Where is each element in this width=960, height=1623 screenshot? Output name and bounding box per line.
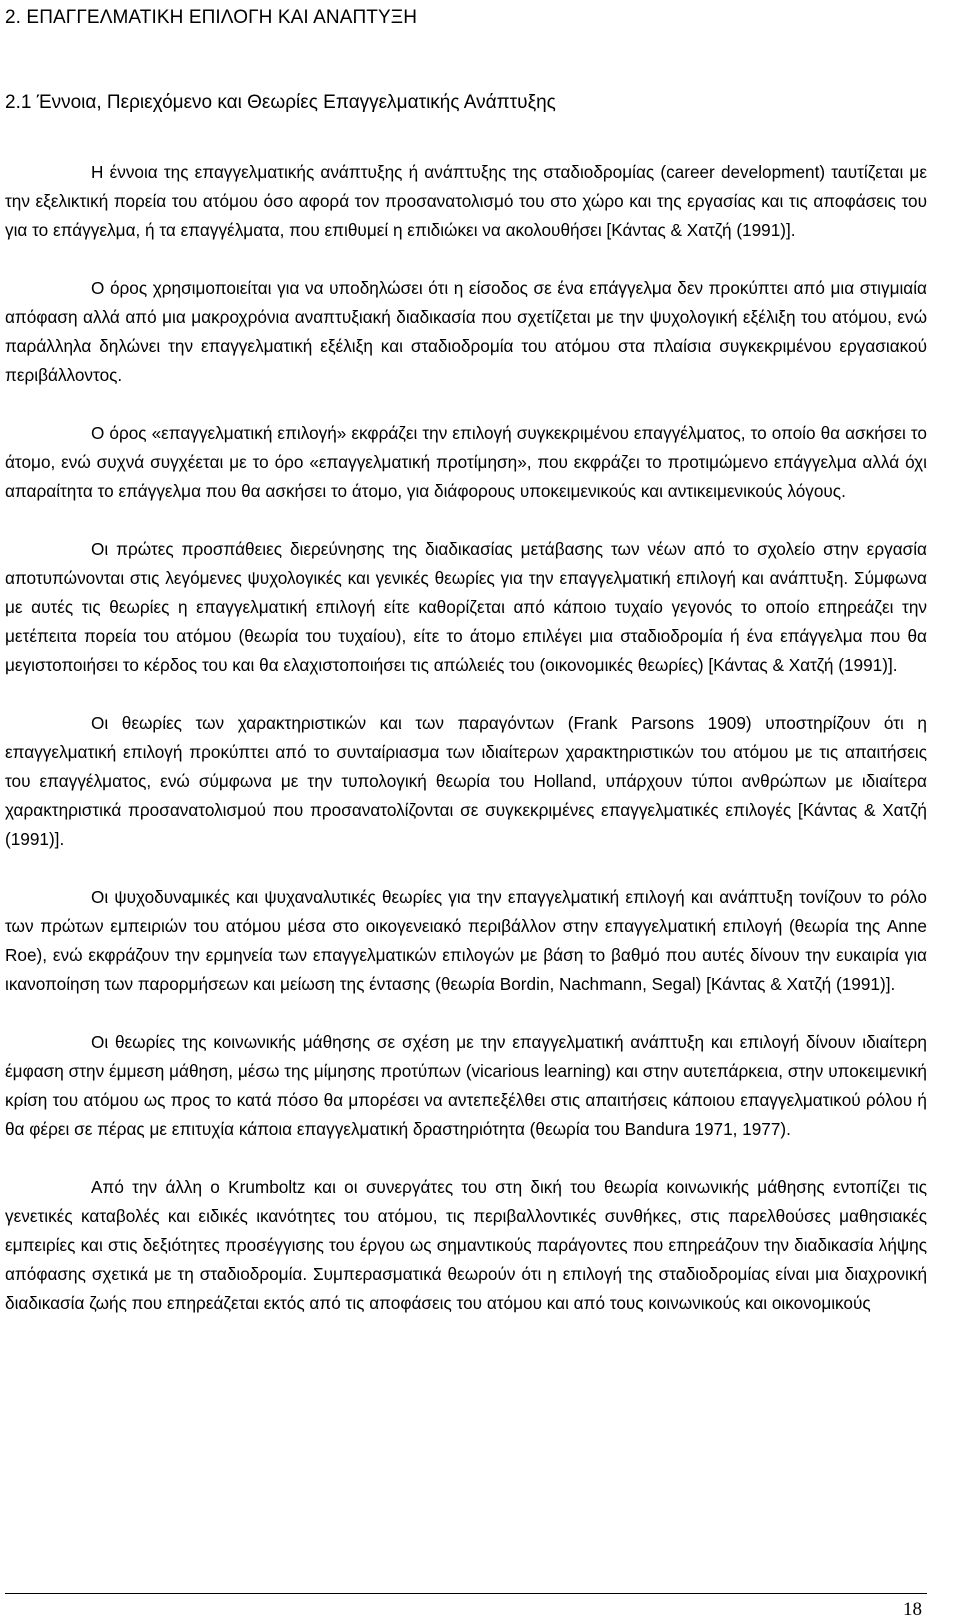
footer-divider bbox=[5, 1593, 927, 1594]
section-heading: 2. ΕΠΑΓΓΕΛΜΑΤΙΚΗ ΕΠΙΛΟΓΗ ΚΑΙ ΑΝΑΠΤΥΞΗ bbox=[5, 7, 418, 28]
body-text bbox=[5, 158, 927, 1347]
subsection-heading: 2.1 Έννοια, Περιεχόμενο και Θεωρίες Επαγγελματικής Ανάπτυξης bbox=[5, 92, 556, 113]
paragraph-trait-factor-theories: Οι θεωρίες των χαρακτηριστικών και των παραγόντων (Frank Parsons 1909) υποστηρίζουν ότι η επαγγελματική επιλογή προκύπτει από το συνταίριασμα των ιδιαίτερων χαρακτηριστικών του ατόμου με τις απαιτήσεις του επαγγέλματος, ενώ σύμφωνα με την τυπολογική θεωρία του Holland, υπάρχουν τύποι ανθρώπων με ιδιαίτερα χαρακτηριστικά προσανατολισμού που προσανατολίζονται σε συγκεκριμένες επαγγελματικές επιλογές [Κάντας & Χατζή (1991)]. bbox=[5, 713, 927, 849]
page-number: 18 bbox=[903, 1599, 922, 1620]
paragraph-career-development: Η έννοια της επαγγελματικής ανάπτυξης ή ανάπτυξης της σταδιοδρομίας (career development) ταυτίζεται με την εξελικτική πορεία του ατόμου όσο αφορά τον προσανατολισμό του στο χώρο και της εργασίας και τις αποφάσεις του για το επάγγελμα, ή τα επαγγέλματα, που επιθυμεί η επιδιώκει να ακολουθήσει [Κάντας & Χατζή (1991)]. bbox=[5, 162, 927, 240]
paragraph-psychodynamic-theories: Οι ψυχοδυναμικές και ψυχαναλυτικές θεωρίες για την επαγγελματική επιλογή και ανάπτυξη τονίζουν το ρόλο των πρώτων εμπειριών του ατόμου μέσα στο οικογενειακό περιβάλλον στην επαγγελματική επιλογή (θεωρία της Anne Roe), ενώ εκφράζουν την ερμηνεία των επαγγελματικών επιλογών με βάση το βαθμό που αυτές δίνουν την ευκαιρία για ικανοποίηση των παρορμήσεων και μείωση της έντασης (θεωρία Bordin, Nachmann, Segal) [Κάντας & Χατζή (1991)]. bbox=[5, 887, 927, 994]
paragraph-term-usage: Ο όρος χρησιμοποιείται για να υποδηλώσει ότι η είσοδος σε ένα επάγγελμα δεν προκύπτει από μια στιγμιαία απόφαση αλλά από μια μακροχρόνια αναπτυξιακή διαδικασία που σχετίζεται με την ψυχολογική εξέλιξη του ατόμου, ενώ παράλληλα δηλώνει την επαγγελματική εξέλιξη και σταδιοδρομία του ατόμου στα πλαίσια συγκεκριμένου εργασιακού περιβάλλοντος. bbox=[5, 278, 927, 385]
paragraph-early-theories: Οι πρώτες προσπάθειες διερεύνησης της διαδικασίας μετάβασης των νέων από το σχολείο στην εργασία αποτυπώνονται στις λεγόμενες ψυχολογικές και γενικές θεωρίες για την επαγγελματική επιλογή και ανάπτυξη. Σύμφωνα με αυτές τις θεωρίες η επαγγελματική επιλογή είτε καθορίζεται από κάποιο τυχαίο γεγονός το οποίο επηρεάζει την μετέπειτα πορεία του ατόμου (θεωρία του τυχαίου), είτε το άτομο επιλέγει μια σταδιοδρομία ή ένα επάγγελμα που θα μεγιστοποιήσει το κέρδος του και θα ελαχιστοποιήσει τις απώλειές του (οικονομικές θεωρίες) [Κάντας & Χατζή (1991)]. bbox=[5, 539, 927, 675]
paragraph-career-choice: Ο όρος «επαγγελματική επιλογή» εκφράζει την επιλογή συγκεκριμένου επαγγέλματος, το οποίο θα ασκήσει το άτομο, ενώ συχνά συγχέεται με το όρο «επαγγελματική προτίμηση», που εκφράζει το προτιμώμενο επάγγελμα αλλά όχι απαραίτητα το επάγγελμα που θα ασκήσει το άτομο, για διάφορους υποκειμενικούς και αντικειμενικούς λόγους. bbox=[5, 423, 927, 501]
paragraph-krumboltz-theory: Από την άλλη ο Krumboltz και οι συνεργάτες του στη δική του θεωρία κοινωνικής μάθησης εντοπίζει τις γενετικές καταβολές και ειδικές ικανότητες του ατόμου, τις περιβαλλοντικές συνθήκες, στις παρελθούσες μαθησιακές εμπειρίες και στις δεξιότητες προσέγγισης του έργου ως σημαντικούς παράγοντες που επηρεάζουν την διαδικασία λήψης απόφασης σχετικά με τη σταδιοδρομία. Συμπερασματικά θεωρούν ότι η επιλογή της σταδιοδρομίας είναι μια διαχρονική διαδικασία ζωής που επηρεάζεται εκτός από τις αποφάσεις του ατόμου και από τους κοινωνικούς και οικονομικούς bbox=[5, 1177, 927, 1313]
paragraph-social-learning-theories: Οι θεωρίες της κοινωνικής μάθησης σε σχέση με την επαγγελματική ανάπτυξη και επιλογή δίνουν ιδιαίτερη έμφαση στην έμμεση μάθηση, μέσω της μίμησης προτύπων (vicarious learning) και στην αυτεπάρκεια, στην υποκειμενική κρίση του ατόμου ως προς το κατά πόσο θα μπορέσει να αντεπεξέλθει στις απαιτήσεις κάποιου επαγγελματικού ρόλου ή θα φέρει σε πέρας με επιτυχία κάποια επαγγελματική δραστηριότητα (θεωρία του Bandura 1971, 1977). bbox=[5, 1032, 927, 1139]
